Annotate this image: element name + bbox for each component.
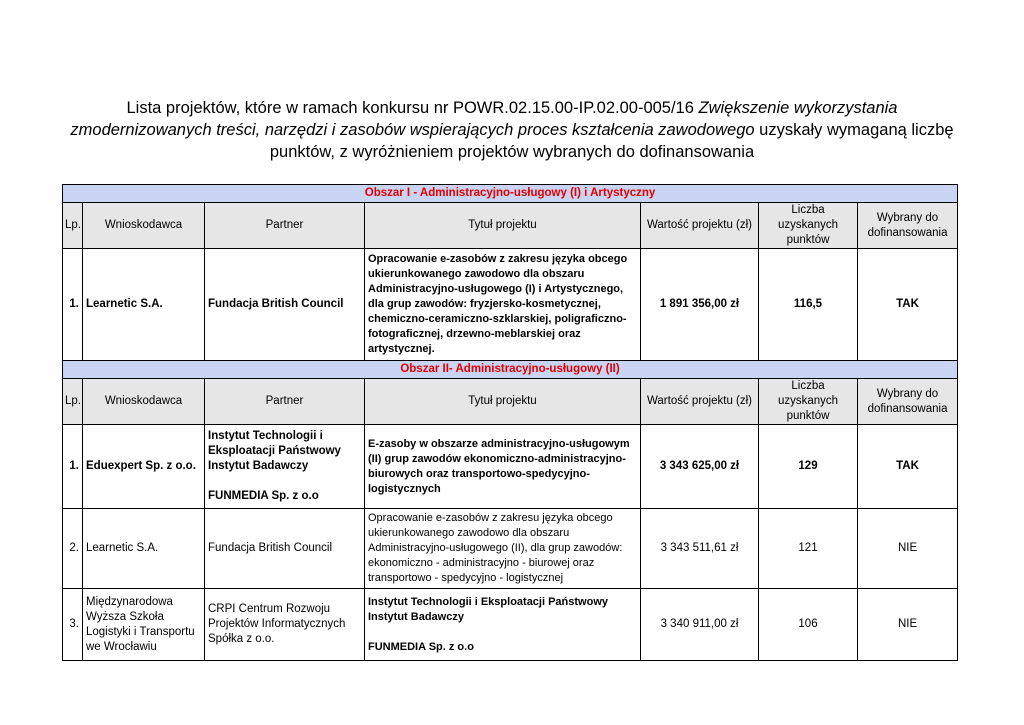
row-project-title [365, 589, 641, 661]
section-header-1 [63, 185, 958, 203]
header-lp: Lp. [63, 203, 83, 249]
row-applicant: Learnetic S.A. [83, 509, 205, 589]
header-value: Wartość projektu (zł) [641, 379, 759, 425]
header-selected: Wybrany do dofinansowania [858, 203, 958, 249]
project-title-line: FUNMEDIA Sp. z o.o [368, 640, 474, 653]
table-row [63, 509, 958, 589]
section-title: Obszar II- Administracyjno-usługowy (II) [63, 361, 958, 379]
row-partner: CRPI Centrum Rozwoju Projektów Informatycznych Spółka z o.o. [205, 589, 365, 661]
project-title-line: Instytut Technologii i Eksploatacji Państwowy Instytut Badawczy [368, 595, 609, 623]
row-selected: TAK [858, 425, 958, 509]
row-lp: 3. [63, 589, 83, 661]
table-row [63, 589, 958, 661]
partner-line: FUNMEDIA Sp. z o.o [208, 490, 319, 502]
row-project-title: Opracowanie e-zasobów z zakresu języka obcego ukierunkowanego zawodowo dla obszaru Administracyjno-usługowego (II), dla grup zawodów: ekonomiczno - administracyjno - biurowej oraz transportowo - spedycyjno - logistycznej [365, 509, 641, 589]
row-applicant: Międzynarodowa Wyższa Szkoła Logistyki i Transportu we Wrocławiu [83, 589, 205, 661]
header-partner: Partner [205, 379, 365, 425]
row-project-title: Opracowanie e-zasobów z zakresu języka obcego ukierunkowanego zawodowo dla obszaru Administracyjno-usługowego (I) i Artystycznego, dla grup zawodów: fryzjersko-kosmetycznej, chemiczno-ceramiczno-szklarskiej, poligraficzno- fotograficznej, drzewno-meblarskiej oraz artystycznej. [365, 249, 641, 361]
row-selected: NIE [858, 509, 958, 589]
column-header-row [63, 379, 958, 425]
header-applicant: Wnioskodawca [83, 379, 205, 425]
header-value: Wartość projektu (zł) [641, 203, 759, 249]
header-points: Liczba uzyskanych punktów [759, 203, 858, 249]
row-value: 1 891 356,00 zł [641, 249, 759, 361]
title-italic-competition-name: Zwiększenie wykorzystania zmodernizowanych treści, narzędzi i zasobów wspierających proces kształcenia zawodowego [70, 99, 898, 139]
row-lp: 2. [63, 509, 83, 589]
header-selected: Wybrany do dofinansowania [858, 379, 958, 425]
table-row [63, 249, 958, 361]
section-header-2 [63, 361, 958, 379]
row-lp: 1. [63, 425, 83, 509]
header-partner: Partner [205, 203, 365, 249]
column-header-row [63, 203, 958, 249]
row-points: 116,5 [759, 249, 858, 361]
row-partner: Fundacja British Council [205, 249, 365, 361]
header-project-title: Tytuł projektu [365, 203, 641, 249]
row-value: 3 340 911,00 zł [641, 589, 759, 661]
document-title [60, 97, 964, 163]
title-suffix: uzyskały wymaganą liczbę punktów, z wyróżnieniem projektów wybranych do dofinansowania [269, 121, 954, 161]
row-points: 121 [759, 509, 858, 589]
row-project-title: E-zasoby w obszarze administracyjno-usługowym (II) grup zawodów ekonomiczno-administracyjno-biurowych oraz transportowo-spedycyjno-logistycznych [365, 425, 641, 509]
header-points: Liczba uzyskanych punktów [759, 379, 858, 425]
row-value: 3 343 511,61 zł [641, 509, 759, 589]
title-prefix: Lista projektów, które w ramach konkursu nr POWR.02.15.00-IP.02.00-005/16 [126, 99, 694, 117]
row-partner: Fundacja British Council [205, 509, 365, 589]
row-partner [205, 425, 365, 509]
row-applicant: Learnetic S.A. [83, 249, 205, 361]
row-points: 129 [759, 425, 858, 509]
row-selected: TAK [858, 249, 958, 361]
section-title: Obszar I - Administracyjno-usługowy (I) i Artystyczny [63, 185, 958, 203]
header-applicant: Wnioskodawca [83, 203, 205, 249]
header-lp: Lp. [63, 379, 83, 425]
row-lp: 1. [63, 249, 83, 361]
partner-line: Instytut Technologii i Eksploatacji Państwowy Instytut Badawczy [208, 430, 341, 472]
row-points: 106 [759, 589, 858, 661]
row-selected: NIE [858, 589, 958, 661]
header-project-title: Tytuł projektu [365, 379, 641, 425]
row-applicant: Eduexpert Sp. z o.o. [83, 425, 205, 509]
table-row [63, 425, 958, 509]
row-value: 3 343 625,00 zł [641, 425, 759, 509]
projects-table [62, 184, 958, 661]
